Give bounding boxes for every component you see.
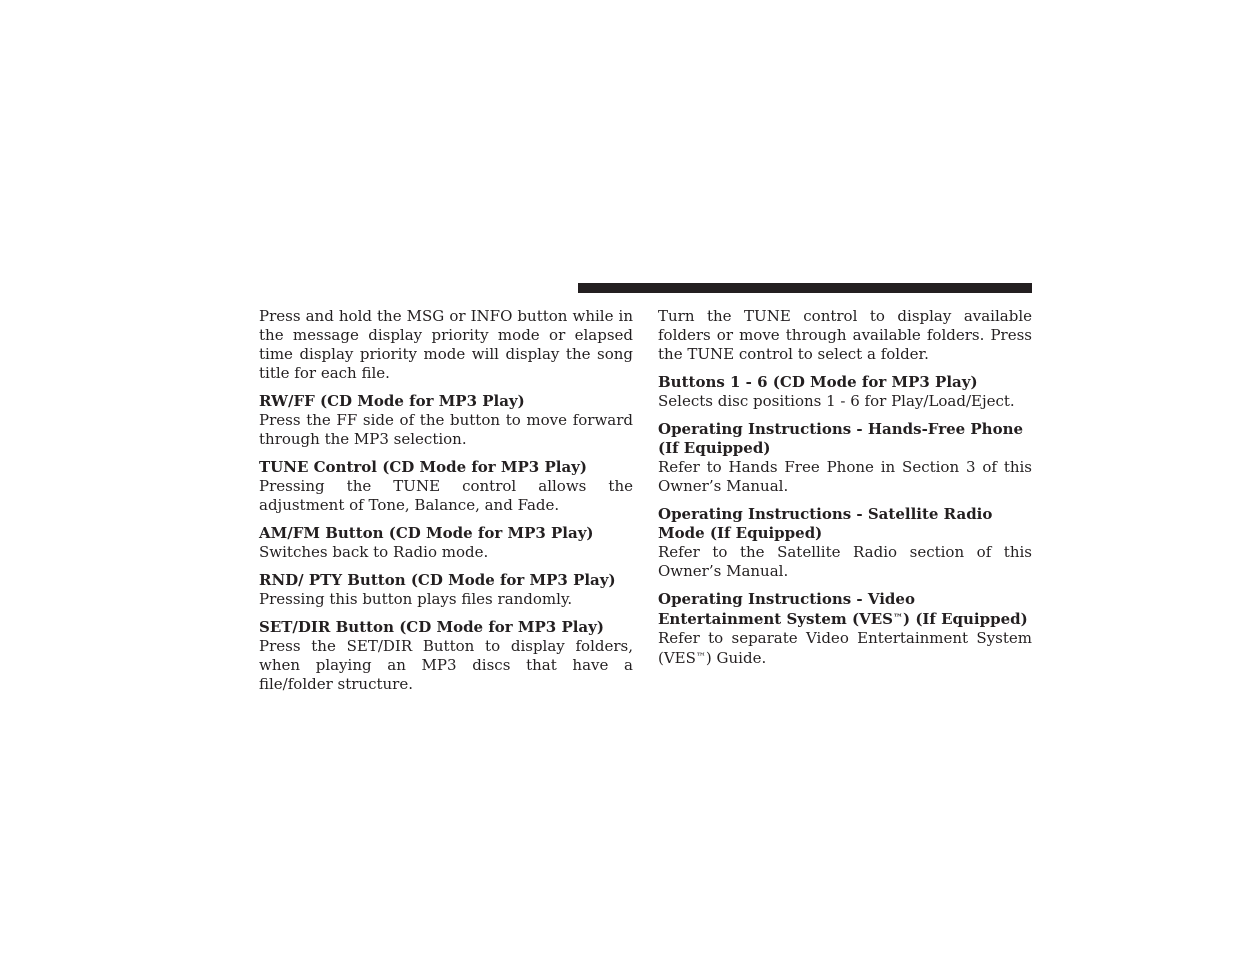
section-am-fm — [259, 524, 633, 562]
section-header-bar — [578, 283, 1032, 293]
section-heading: Operating Instructions - Hands-Free Phone (If Equipped) — [658, 420, 1024, 457]
section-heading: AM/FM Button (CD Mode for MP3 Play) — [259, 524, 594, 542]
section-text: Refer to Hands Free Phone in Section 3 of this Owner’s Manual. — [658, 458, 1032, 495]
section-heading: Operating Instructions - Satellite Radio Mode (If Equipped) — [658, 505, 993, 542]
section-buttons-1-6 — [658, 373, 1032, 411]
left-column — [259, 307, 633, 703]
section-satellite-radio — [658, 505, 1032, 581]
trademark-symbol: ™ — [893, 613, 903, 624]
section-text: Switches back to Radio mode. — [259, 543, 489, 561]
body-text-part: Refer to separate Video Entertainment System (VES — [658, 629, 1032, 667]
section-text: Pressing this button plays files randomly. — [259, 590, 573, 608]
intro-paragraph: Press and hold the MSG or INFO button while in the message display priority mode or elapsed time display priority mode will display the song title for each file. — [259, 307, 633, 382]
section-text: Press the FF side of the button to move forward through the MP3 selection. — [259, 411, 633, 448]
section-set-dir — [259, 618, 633, 694]
section-text: Refer to the Satellite Radio section of this Owner’s Manual. — [658, 543, 1032, 580]
section-video-entertainment — [658, 590, 1032, 668]
heading-text: ) (If Equipped) — [903, 610, 1028, 628]
section-tune-control — [259, 458, 633, 515]
body-text-part: ) Guide. — [705, 649, 767, 667]
section-hands-free-phone — [658, 420, 1032, 496]
section-heading — [658, 590, 1032, 629]
intro-paragraph: Turn the TUNE control to display available folders or move through available folders. Press the TUNE control to select a folder. — [658, 307, 1032, 363]
section-heading: SET/DIR Button (CD Mode for MP3 Play) — [259, 618, 604, 636]
section-rnd-pty — [259, 571, 633, 609]
section-heading: TUNE Control (CD Mode for MP3 Play) — [259, 458, 587, 476]
section-heading: RW/FF (CD Mode for MP3 Play) — [259, 392, 525, 410]
section-rw-ff — [259, 392, 633, 449]
section-text: Pressing the TUNE control allows the adjustment of Tone, Balance, and Fade. — [259, 477, 633, 514]
section-heading: Buttons 1 - 6 (CD Mode for MP3 Play) — [658, 373, 978, 391]
right-column — [658, 307, 1032, 677]
section-text: Press the SET/DIR Button to display folders, when playing an MP3 discs that have a file/folder structure. — [259, 637, 633, 693]
section-text: Selects disc positions 1 - 6 for Play/Load/Eject. — [658, 392, 1015, 410]
section-text — [658, 629, 1032, 668]
heading-text: Operating Instructions - Video Entertainment System (VES — [658, 590, 915, 628]
section-heading: RND/ PTY Button (CD Mode for MP3 Play) — [259, 571, 616, 589]
trademark-symbol: ™ — [695, 652, 706, 663]
